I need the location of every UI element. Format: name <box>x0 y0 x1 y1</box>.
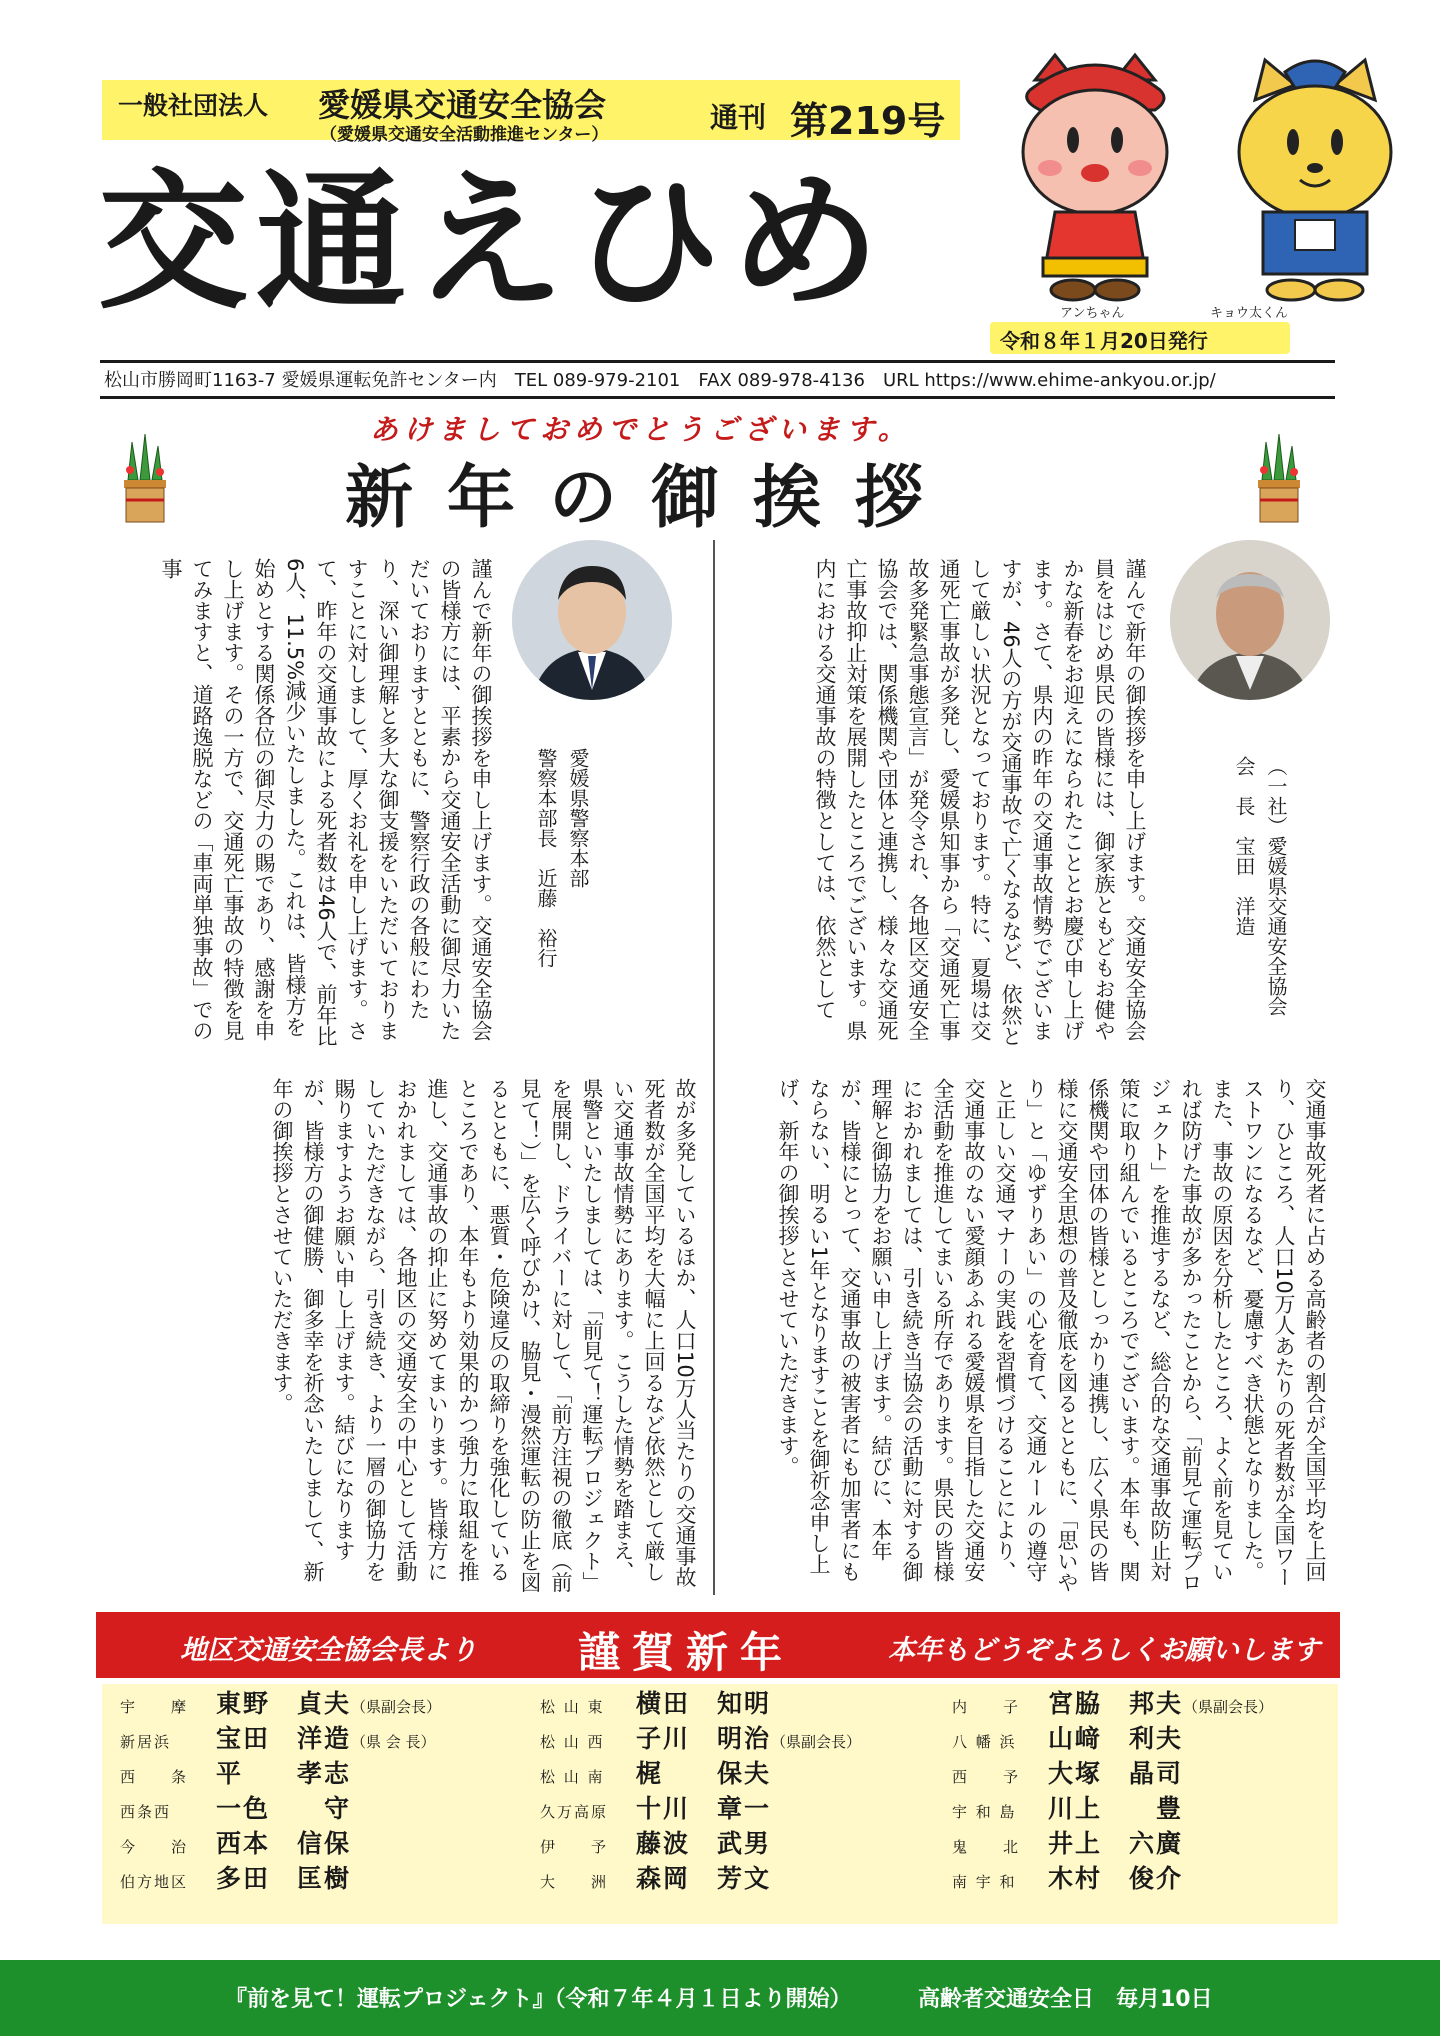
chair-row <box>540 1793 861 1828</box>
left-article-bottom: 故が多発しているほか、人口10万人当たりの交通事故死者数が全国平均を大幅に上回るなど依然として厳しい交通事故情勢にあります。こうした情勢を踏まえ、県警といたしましては、「前見て！運転プロジェクト」を展開し、ドライバーに対して、「前方注視の徹底（前見て！）」を広く呼びかけ、脇見・漫然運転の防止を図るとともに、悪質・危険違反の取締りを強化しているところであり、本年もより効果的かつ強力に取組を推進し、交通事故の抑止に努めてまいります。皆様方におかれましては、各地区の交通安全の中心として活動していただきながら、引き続き、より一層の御協力を賜りますようお願い申し上げます。結びになりますが、皆様方の御健勝、御多幸を祈念いたしまして、新年の御挨拶とさせていただきます。 <box>270 1078 697 1593</box>
left-signature <box>530 748 594 1038</box>
chair-area: 松 山 西 <box>540 1733 605 1751</box>
mascot2-caption: キョウ太くん <box>1210 306 1289 321</box>
kadomatsu-icon <box>1252 432 1306 528</box>
chair-name: 東野 貞夫 <box>216 1689 352 1718</box>
org-subtitle: （愛媛県交通安全活動推進センター） <box>320 125 609 145</box>
left-article-top: 謹んで新年の御挨拶を申し上げます。交通安全協会の皆様方には、平素から交通安全活動に御尽力いただいておりますとともに、警察行政の各般にわたり、深い御理解と多大な御支援をいただいておりますことに対しまして、厚くお礼を申し上げます。さて、昨年の交通事故による死者数は46人で、前年比6人、11.5%減少いたしました。これは、皆様方を始めとする関係各位の御尽力の賜であり、感謝を申し上げます。その一方で、交通死亡事故の特徴を見てみますと、道路逸脱などの「車両単独事故」での事 <box>159 558 493 1047</box>
chair-name: 藤波 武男 <box>636 1829 772 1858</box>
chairs-column-3 <box>952 1688 1273 1898</box>
issue-number: 第219号 <box>790 99 946 143</box>
chair-role: （県副会長） <box>351 1698 442 1716</box>
chair-area: 西条西 <box>120 1803 172 1821</box>
chair-row <box>120 1688 441 1723</box>
chair-name: 宮脇 邦夫 <box>1048 1689 1184 1718</box>
chair-area: 西 条 <box>120 1768 189 1786</box>
chair-area: 新居浜 <box>120 1733 172 1751</box>
chair-role: （県副会長） <box>1183 1698 1274 1716</box>
chair-area: 久万高原 <box>540 1803 609 1821</box>
chair-area: 松 山 東 <box>540 1698 605 1716</box>
chair-area: 南 宇 和 <box>952 1873 1017 1891</box>
kadomatsu-icon <box>118 432 172 528</box>
chair-row <box>120 1793 441 1828</box>
footer-left-text: 『前を見て！運転プロジェクト』（令和７年４月１日より開始） <box>225 1987 852 2012</box>
chair-row <box>952 1723 1273 1758</box>
chair-area: 鬼 北 <box>952 1838 1021 1856</box>
chair-area: 西 予 <box>952 1768 1021 1786</box>
chair-row <box>120 1723 441 1758</box>
chair-name: 木村 俊介 <box>1048 1864 1184 1893</box>
chair-area: 宇 摩 <box>120 1698 189 1716</box>
chair-role: （県副会長） <box>771 1733 862 1751</box>
chair-row <box>952 1863 1273 1898</box>
chairs-column-2 <box>540 1688 861 1898</box>
chair-row <box>952 1828 1273 1863</box>
chair-name: 川上 豊 <box>1048 1794 1184 1823</box>
chair-row <box>540 1828 861 1863</box>
chair-name: 平 孝志 <box>216 1759 352 1788</box>
chair-area: 松 山 南 <box>540 1768 605 1786</box>
org-name: 愛媛県交通安全協会 <box>318 86 607 124</box>
right-article-top: 謹んで新年の御挨拶を申し上げます。交通安全協会員をはじめ県民の皆様には、御家族ともどもお健やかな新春をお迎えになられたこととお慶び申し上げます。さて、県内の昨年の交通事故情勢でございますが、46人の方が交通事故で亡くなるなど、依然として厳しい状況となっております。特に、夏場は交通死亡事故が多発し、愛媛県知事から「交通死亡事故多発緊急事態宣言」が発令され、各地区交通安全協会では、関係機関や団体と連携し、様々な交通死亡事故抑止対策を展開したところでございます。県内における交通事故の特徴としては、依然として <box>813 558 1147 1047</box>
chair-name: 西本 信保 <box>216 1829 352 1858</box>
divider <box>100 396 1335 399</box>
chair-name: 一色 守 <box>216 1794 352 1823</box>
footer-right-text: 高齢者交通安全日 毎月10日 <box>918 1987 1213 2012</box>
masthead-title: 交通えひめ <box>98 156 889 330</box>
chair-role: （県 会 長） <box>351 1733 436 1751</box>
chair-area: 伊 予 <box>540 1838 609 1856</box>
chair-name: 子川 明治 <box>636 1724 772 1753</box>
mascot-illustration <box>995 40 1425 310</box>
org-prefix: 一般社団法人 <box>118 91 269 120</box>
chair-name: 梶 保夫 <box>636 1759 772 1788</box>
right-signature <box>1228 756 1292 1056</box>
chair-name: 多田 匡樹 <box>216 1864 352 1893</box>
chair-name: 十川 章一 <box>636 1794 772 1823</box>
chair-name: 横田 知明 <box>636 1689 772 1718</box>
right-article-bottom: 交通事故死者に占める高齢者の割合が全国平均を上回り、ひところ、人口10万人あたりの死者数が全国ワーストワンになるなど、憂慮すべき状態となりました。また、事故の原因を分析したところ、よく前を見ていれば防げた事故が多かったことから、「前見て運転プロジェクト」を推進するなど、総合的な交通事故防止対策に取り組んでいるところでございます。本年も、関係機関や団体の皆様としっかり連携し、広く県民の皆様に交通安全思想の普及徹底を図るとともに、「思いやり」と「ゆずりあい」の心を育て、交通ルールの遵守と正しい交通マナーの実践を習慣づけることにより、交通事故のない愛顔あふれる愛媛県を目指した交通安全活動を推進してまいる所存であります。県民の皆様におかれましては、引き続き当協会の活動に対する御理解と御協力をお願い申し上げます。結びに、本年が、皆様にとって、交通事故の被害者にも加害者にもならない、明るい1年となりますことを御祈念申し上げ、新年の御挨拶とさせていただきます。 <box>776 1078 1327 1593</box>
chairs-column-1 <box>120 1688 441 1898</box>
right-signature-role: 会 長 宝田 洋造 <box>1232 756 1256 936</box>
chair-row <box>540 1688 861 1723</box>
chair-name: 宝田 洋造 <box>216 1724 352 1753</box>
new-year-greeting: あけましておめでとうございます。 <box>370 413 912 446</box>
mascot-kyoutakun <box>1239 60 1391 300</box>
chair-name: 森岡 芳文 <box>636 1864 772 1893</box>
chair-row <box>120 1758 441 1793</box>
chair-row <box>120 1863 441 1898</box>
chair-row <box>952 1758 1273 1793</box>
portrait-association-president <box>1170 540 1330 700</box>
chair-row <box>952 1688 1273 1723</box>
chair-area: 宇 和 島 <box>952 1803 1017 1821</box>
banner-left-text: 地区交通安全協会長より <box>180 1635 477 1666</box>
right-signature-org: （一社）愛媛県交通安全協会 <box>1264 756 1288 1016</box>
portrait-police-chief <box>512 540 672 700</box>
section-title: 新年の御挨拶 <box>345 458 958 538</box>
chair-area: 伯方地区 <box>120 1873 189 1891</box>
chair-row <box>540 1723 861 1758</box>
left-signature-role: 警察本部長 近藤 裕行 <box>534 748 558 968</box>
mascot-anchan <box>1023 55 1167 300</box>
issue-label: 通刊 <box>710 101 767 134</box>
mascot1-caption: アンちゃん <box>1060 306 1125 321</box>
left-signature-org: 愛媛県警察本部 <box>566 748 590 888</box>
address-line: 松山市勝岡町1163-7 愛媛県運転免許センター内 TEL 089-979-2101 FAX 089-978-4136 URL https://www.ehime-ankyou.or.jp/ <box>104 370 1216 391</box>
issue-date: 令和８年１月20日発行 <box>1000 329 1208 353</box>
chair-area: 大 洲 <box>540 1873 609 1891</box>
column-divider <box>713 540 715 1595</box>
chair-name: 井上 六廣 <box>1048 1829 1184 1858</box>
banner-right-text: 本年もどうぞよろしくお願いします <box>888 1635 1320 1666</box>
chair-name: 山﨑 利夫 <box>1048 1724 1184 1753</box>
banner-center-text: 謹賀新年 <box>578 1628 795 1677</box>
chair-name: 大塚 晶司 <box>1048 1759 1184 1788</box>
chair-row <box>540 1758 861 1793</box>
chair-area: 今 治 <box>120 1838 189 1856</box>
chair-row <box>540 1863 861 1898</box>
chair-row <box>952 1793 1273 1828</box>
chair-area: 内 子 <box>952 1698 1021 1716</box>
divider <box>100 360 1335 363</box>
chair-row <box>120 1828 441 1863</box>
chair-area: 八 幡 浜 <box>952 1733 1017 1751</box>
